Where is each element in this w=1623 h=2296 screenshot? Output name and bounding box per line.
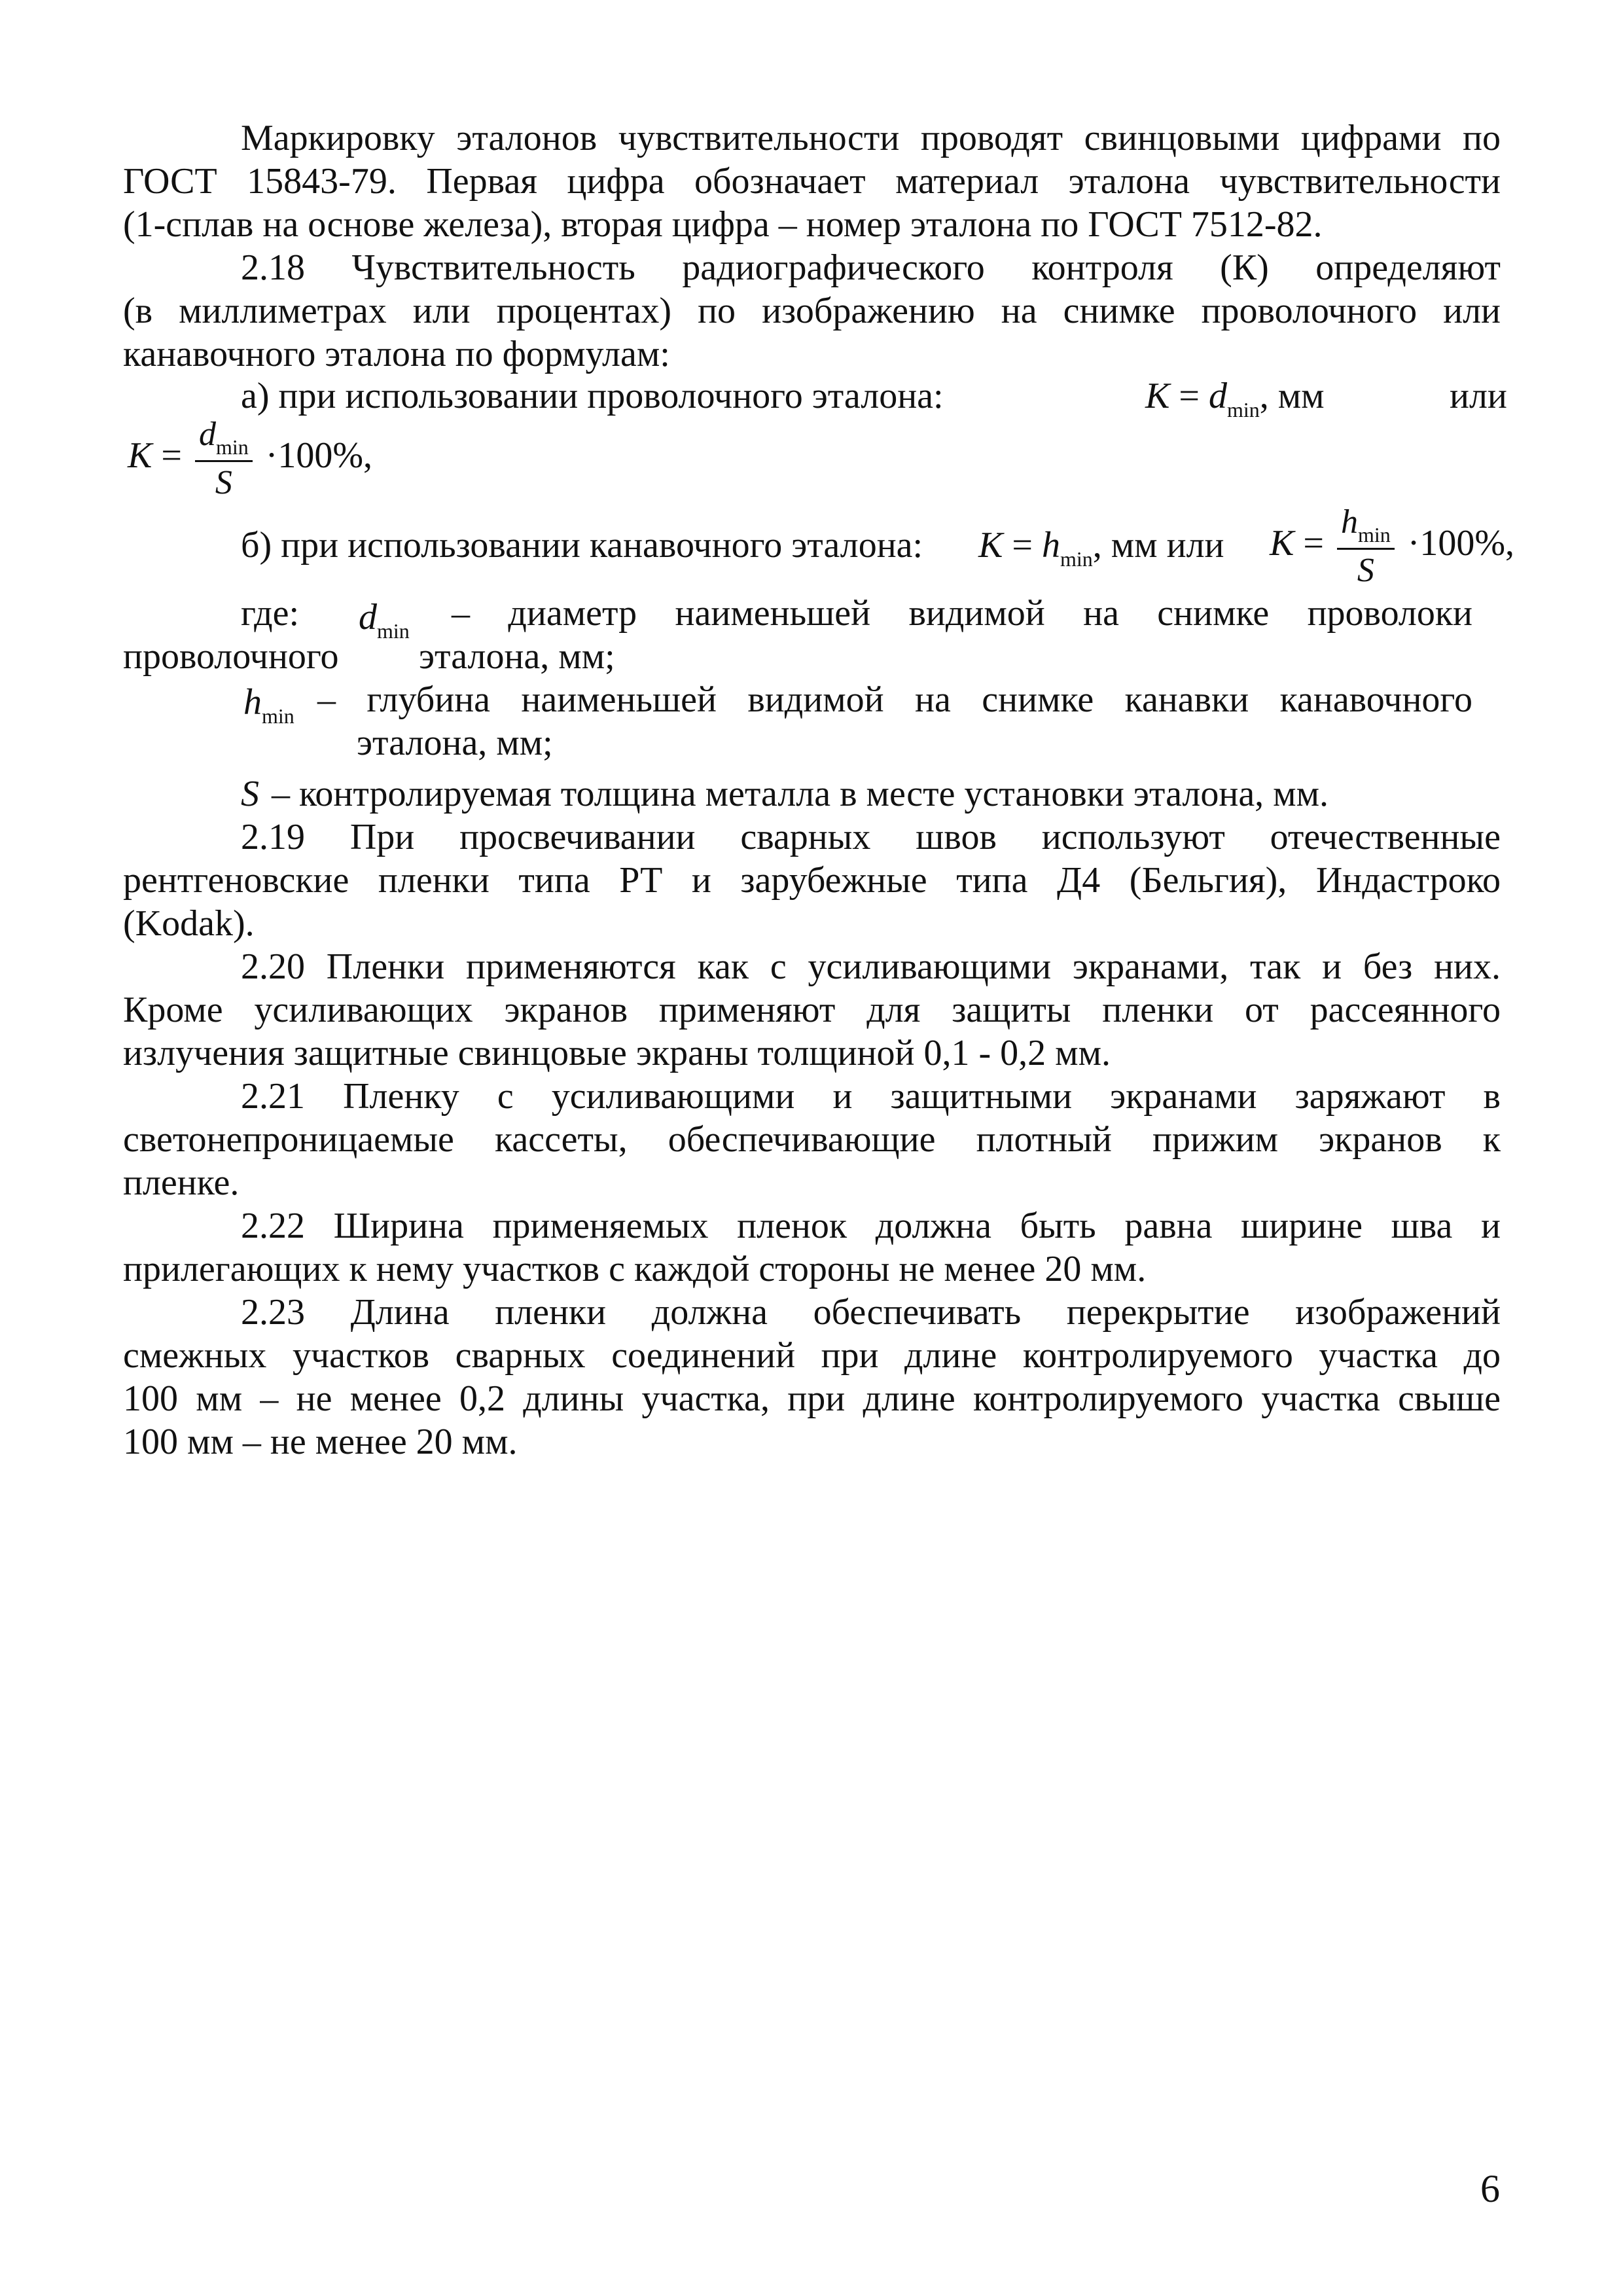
formula-unit: , мм	[1259, 376, 1325, 416]
text-line: (Kodak).	[123, 903, 255, 944]
formula-comma: ,	[1505, 522, 1515, 564]
formula-symbol: K	[978, 525, 1003, 565]
fraction	[1337, 505, 1395, 588]
formula-subscript: min	[1357, 523, 1391, 547]
text-line-section-2-23: 2.23 Длина пленки должна обеспечивать перекрытие изображений	[241, 1292, 1501, 1333]
text-line: 100 мм – не менее 20 мм.	[123, 1422, 518, 1462]
formula-symbol: h	[1340, 503, 1358, 541]
formula-symbol: S	[1357, 552, 1374, 589]
page-number: 6	[1480, 2167, 1500, 2210]
text-line: Маркировку эталонов чувствительности проводят свинцовыми цифрами по	[241, 118, 1501, 158]
formula-symbol: =	[1012, 525, 1033, 565]
formula-a-or: или	[1450, 376, 1507, 416]
formula-a-fraction	[128, 418, 372, 500]
formula-b-inline	[978, 524, 1224, 581]
fraction	[195, 418, 253, 500]
text-line-section-2-18: 2.18 Чувствительность радиографического контроля (К) определяют	[241, 247, 1501, 288]
formula-percent: ·100%	[265, 435, 364, 476]
text-line-section-2-21: 2.21 Пленку с усиливающими и защитными экранами заряжают в	[241, 1076, 1501, 1117]
text-line: рентгеновские пленки типа РТ и зарубежные типа Д4 (Бельгия), Индастроко	[123, 860, 1501, 901]
formula-symbol: =	[161, 435, 182, 476]
text-line-section-2-22: 2.22 Ширина применяемых пленок должна быть равна ширине шва и	[241, 1206, 1501, 1246]
formula-symbol: d	[198, 416, 216, 453]
text-line-section-2-20: 2.20 Пленки применяются как с усиливающими экранами, так и без них.	[241, 946, 1501, 987]
formula-a-inline	[1145, 374, 1325, 431]
formula-symbol: d	[359, 597, 377, 637]
formula-symbol: K	[128, 435, 152, 476]
formula-symbol: d	[1208, 376, 1227, 416]
formula-subscript: min	[1060, 547, 1093, 571]
formula-b-fraction	[1270, 505, 1514, 588]
text-line: (1-сплав на основе железа), вторая цифра – номер эталона по ГОСТ 7512-82.	[123, 204, 1323, 245]
formula-comma: ,	[363, 435, 373, 476]
formula-percent: ·100%	[1407, 522, 1506, 564]
text-line-section-2-19: 2.19 При просвечивании сварных швов используют отечественные	[241, 817, 1501, 857]
def-d-text-2: проволочного	[123, 636, 339, 677]
formula-symbol: =	[1179, 376, 1200, 416]
formula-b-prefix: б) при использовании канавочного эталона:	[241, 525, 923, 565]
formula-subscript: min	[1226, 398, 1260, 422]
text-line: светонепроницаемые кассеты, обеспечивающие плотный прижим экранов к	[123, 1119, 1501, 1160]
text-line: 100 мм – не менее 0,2 длины участка, при длине контролируемого участка свыше	[123, 1378, 1501, 1419]
formula-a-prefix: а) при использовании проволочного эталона:	[241, 376, 944, 416]
text-line: (в миллиметрах или процентах) по изображению на снимке проволочного или	[123, 291, 1501, 331]
formula-unit: , мм или	[1092, 525, 1224, 565]
def-s-symbol	[241, 772, 259, 816]
text-line: пленке.	[123, 1162, 240, 1203]
formula-symbol: K	[1270, 522, 1294, 564]
text-line: прилегающих к нему участков с каждой стороны не менее 20 мм.	[123, 1249, 1147, 1289]
formula-symbol: S	[215, 464, 232, 501]
text-line: излучения защитные свинцовые экраны толщиной 0,1 - 0,2 мм.	[123, 1033, 1111, 1073]
def-d-symbol	[359, 596, 410, 653]
def-s-text: – контролируемая толщина металла в месте установки эталона, мм.	[272, 774, 1329, 814]
where-label: где:	[241, 593, 300, 634]
formula-subscript: min	[262, 704, 294, 728]
def-h-symbol	[243, 681, 294, 738]
formula-symbol: h	[1041, 525, 1060, 565]
formula-subscript: min	[215, 435, 249, 459]
text-line: канавочного эталона по формулам:	[123, 334, 670, 374]
formula-symbol: K	[1145, 376, 1170, 416]
formula-subscript: min	[377, 619, 410, 643]
def-d-text: – диаметр наименьшей видимой на снимке проволоки	[452, 593, 1472, 634]
text-line: Кроме усиливающих экранов применяют для защиты пленки от рассеянного	[123, 990, 1501, 1030]
text-line: ГОСТ 15843-79. Первая цифра обозначает материал эталона чувствительности	[123, 161, 1501, 202]
def-h-text-2: эталона, мм;	[357, 723, 553, 763]
text-line: смежных участков сварных соединений при длине контролируемого участка до	[123, 1335, 1501, 1376]
def-h-text: – глубина наименьшей видимой на снимке канавки канавочного	[317, 679, 1472, 720]
formula-symbol: h	[243, 682, 262, 723]
def-d-text-3: эталона, мм;	[419, 636, 615, 677]
formula-symbol: S	[241, 774, 259, 814]
formula-symbol: =	[1303, 522, 1324, 564]
